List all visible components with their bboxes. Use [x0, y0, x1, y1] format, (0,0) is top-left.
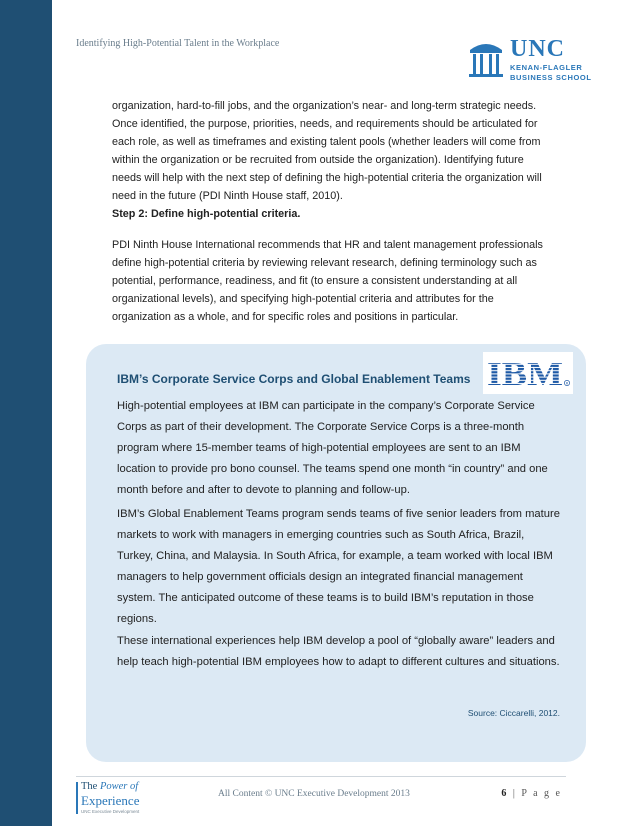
footer-logo-the: The: [81, 781, 100, 792]
ibm-callout-box: [86, 344, 586, 762]
unc-kenan-flagler-logo: [464, 36, 624, 84]
footer-logo-bar: [76, 782, 78, 814]
step-2-heading: Step 2: Define high-potential criteria.: [112, 208, 301, 220]
power-of-experience-logo: [76, 780, 186, 820]
footer-logo-tagline: UNC Executive Development: [81, 809, 140, 814]
left-sidebar-bar: [0, 0, 52, 826]
footer-divider: [76, 776, 566, 777]
body-paragraph-1: organization, hard-to-fill jobs, and the organization’s near- and long-term strategic needs. Once identified, the purpose, priorities, needs, and requirements should be articulated for each role, as well as timeframes and existing talent pools (whether leaders will come from within the organization or be recruited from outside the organization). Identifying future needs will help with the next step of defining the high-potential criteria the organization will need in the future (PDI Ninth House staff, 2010).: [112, 100, 542, 202]
page-label: | P a g e: [508, 788, 562, 799]
footer-logo-experience: Experience: [81, 793, 140, 808]
callout-paragraph-2: IBM’s Global Enablement Teams program sends teams of five senior leaders from mature markets to work with managers in emerging countries such as South Africa, Brazil, Turkey, China, and Malaysia. In South Africa, for example, a team worked with local IBM managers to help government officials design an integrated financial management system. The anticipated outcome of these teams is to build IBM’s reputation in those regions.: [117, 508, 560, 625]
callout-paragraph-1: High-potential employees at IBM can participate in the company’s Corporate Service Corps as part of their development. The Corporate Service Corps is a three-month program where 15-member teams of high-potential employees are sent to an IBM location to provide pro bono counsel. The teams spend one month “in country” and one month before and after to devote to planning and follow-up.: [117, 400, 548, 496]
callout-source: Source: Ciccarelli, 2012.: [467, 708, 560, 718]
page-number: 6: [501, 788, 509, 799]
footer-page-number: [501, 788, 562, 799]
callout-title: IBM’s Corporate Service Corps and Global Enablement Teams: [117, 372, 471, 386]
ibm-logo-graphic: [483, 352, 573, 394]
running-header-title: Identifying High-Potential Talent in the Workplace: [76, 38, 280, 49]
ibm-logo-text: IBM: [487, 356, 563, 393]
logo-kenan-flagler-text: KENAN-FLAGLER: [510, 63, 583, 72]
body-paragraph-2: PDI Ninth House International recommends that HR and talent management professionals define high-potential criteria by reviewing relevant research, defining terminology such as potential, performance, readiness, and fit (to ensure a consistent understanding at all organizational levels), and specifying high-potential criteria and attributes for the organization as a whole, and for specific roles and positions in particular.: [112, 239, 543, 323]
logo-unc-text: UNC: [510, 36, 565, 62]
svg-text:R: R: [565, 381, 569, 386]
old-well-icon: [466, 38, 506, 80]
footer-logo-line1: [81, 781, 138, 792]
footer-logo-power: Power: [99, 781, 128, 792]
logo-business-school-text: BUSINESS SCHOOL: [510, 73, 592, 82]
callout-paragraph-3: These international experiences help IBM develop a pool of “globally aware” leaders and help teach high-potential IBM employees how to adapt to different cultures and situations.: [117, 635, 560, 668]
ibm-logo: [483, 352, 573, 394]
footer-copyright: All Content © UNC Executive Development 2013: [218, 789, 410, 799]
footer-logo-of: of: [127, 781, 139, 792]
